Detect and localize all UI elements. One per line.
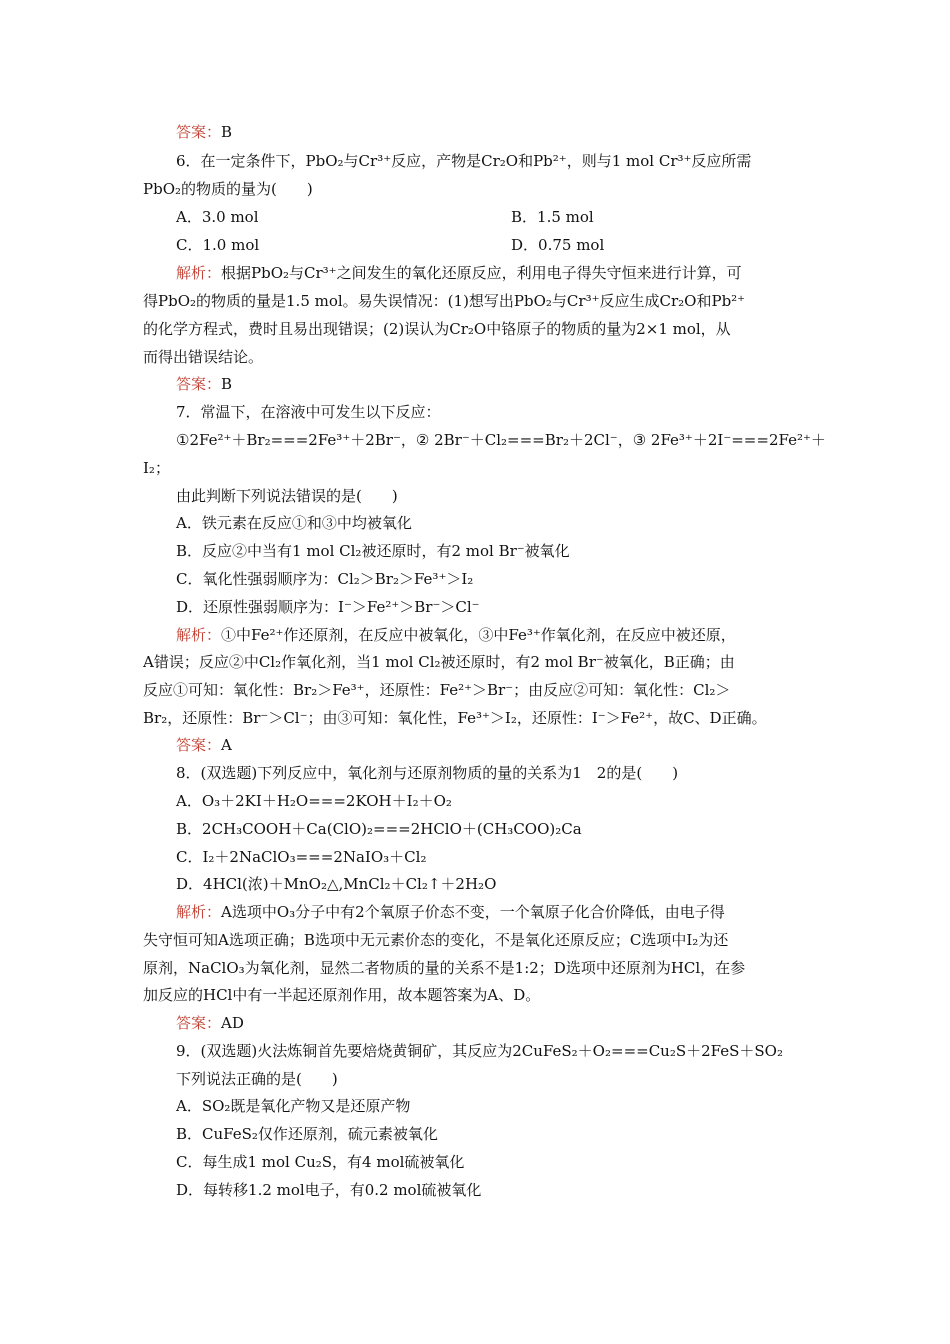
question-8-option-d: D．4HCl(浓)＋MnO₂△,MnCl₂＋Cl₂↑＋2H₂O [176, 875, 497, 893]
answer-label: 答案： [176, 1014, 222, 1032]
question-8-analysis-cont: 失守恒可知A选项正确；B选项中无元素价态的变化，不是氧化还原反应；C选项中I₂为还 [143, 931, 729, 949]
question-8-stem: 8．(双选题)下列反应中，氧化剂与还原剂物质的量的关系为1 2的是( ) [176, 764, 679, 782]
question-6-option-d: D．0.75 mol [511, 236, 605, 254]
question-8-analysis-cont: 原剂，NaClO₃为氧化剂，显然二者物质的量的关系不是1:2；D选项中还原剂为HCl，在参 [143, 959, 746, 977]
question-8-option-b: B．2CH₃COOH＋Ca(ClO)₂===2HClO＋(CH₃COO)₂Ca [176, 820, 582, 838]
analysis-label: 解析： [176, 626, 222, 644]
question-9-option-a: A．SO₂既是氧化产物又是还原产物 [176, 1097, 411, 1115]
question-6-analysis-cont: 而得出错误结论。 [143, 348, 264, 366]
question-9-option-c: C．每生成1 mol Cu₂S，有4 mol硫被氧化 [176, 1153, 465, 1171]
question-6-stem: 6．在一定条件下，PbO₂与Cr³⁺反应，产物是Cr₂O和Pb²⁺，则与1 mol Cr³⁺反应所需 [176, 152, 752, 170]
answer-line [176, 1013, 244, 1033]
question-6-option-a: A．3.0 mol [176, 208, 259, 226]
answer-label: 答案： [176, 123, 222, 141]
question-7-prompt: 由此判断下列说法错误的是( ) [176, 487, 398, 505]
answer-line [176, 735, 232, 755]
question-7-option-d: D．还原性强弱顺序为：I⁻＞Fe²⁺＞Br⁻＞Cl⁻ [176, 598, 480, 616]
question-7-stem: 7．常温下，在溶液中可发生以下反应： [176, 403, 441, 421]
question-7-reactions: ①2Fe²⁺＋Br₂===2Fe³⁺＋2Br⁻，② 2Br⁻＋Cl₂===Br₂＋2Cl⁻，③ 2Fe³⁺＋2I⁻===2Fe²⁺＋ [176, 431, 826, 449]
question-8-option-c: C．I₂＋2NaClO₃===2NaIO₃＋Cl₂ [176, 848, 427, 866]
question-7-option-a: A．铁元素在反应①和③中均被氧化 [176, 514, 412, 532]
question-6-analysis [176, 263, 742, 283]
question-7-option-c: C．氧化性强弱顺序为：Cl₂＞Br₂＞Fe³⁺＞I₂ [176, 570, 474, 588]
question-6-option-c: C．1.0 mol [176, 236, 260, 254]
analysis-text: 根据PbO₂与Cr³⁺之间发生的氧化还原反应，利用电子得失守恒来进行计算，可 [221, 264, 742, 282]
analysis-label: 解析： [176, 264, 222, 282]
question-7-analysis-cont: Br₂，还原性：Br⁻＞Cl⁻；由③可知：氧化性，Fe³⁺＞I₂，还原性：I⁻＞Fe²⁺，故C、D正确。 [143, 709, 767, 727]
question-6-analysis-cont: 的化学方程式，费时且易出现错误；(2)误认为Cr₂O中铬原子的物质的量为2×1 mol，从 [143, 320, 731, 338]
question-8-analysis [176, 902, 725, 922]
question-8-analysis-cont: 加反应的HCl中有一半起还原剂作用，故本题答案为A、D。 [143, 986, 541, 1004]
analysis-text: ①中Fe²⁺作还原剂，在反应中被氧化，③中Fe³⁺作氧化剂，在反应中被还原， [221, 626, 736, 644]
answer-label: 答案： [176, 375, 222, 393]
question-7-option-b: B．反应②中当有1 mol Cl₂被还原时，有2 mol Br⁻被氧化 [176, 542, 570, 560]
question-9-prompt: 下列说法正确的是( ) [176, 1070, 338, 1088]
question-7-analysis-cont: 反应①可知：氧化性：Br₂＞Fe³⁺，还原性：Fe²⁺＞Br⁻；由反应②可知：氧化性：Cl₂＞ [143, 681, 731, 699]
question-7-reactions-cont: I₂； [143, 459, 170, 477]
question-9-option-b: B．CuFeS₂仅作还原剂，硫元素被氧化 [176, 1125, 438, 1143]
question-7-analysis [176, 625, 736, 645]
question-9-stem: 9．(双选题)火法炼铜首先要焙烧黄铜矿，其反应为2CuFeS₂＋O₂===Cu₂S＋2FeS＋SO₂ [176, 1042, 783, 1060]
question-9-option-d: D．每转移1.2 mol电子，有0.2 mol硫被氧化 [176, 1181, 482, 1199]
question-6-analysis-cont: 得PbO₂的物质的量是1.5 mol。易失误情况：(1)想写出PbO₂与Cr³⁺反应生成Cr₂O和Pb²⁺ [143, 292, 746, 310]
answer-label: 答案： [176, 736, 222, 754]
answer-value: AD [221, 1014, 244, 1032]
answer-value: B [221, 375, 233, 393]
answer-line [176, 374, 232, 394]
analysis-label: 解析： [176, 903, 222, 921]
answer-value: A [221, 736, 232, 754]
answer-line [176, 122, 232, 142]
question-7-analysis-cont: A错误；反应②中Cl₂作氧化剂，当1 mol Cl₂被还原时，有2 mol Br⁻被氧化，B正确；由 [143, 653, 735, 671]
question-6-stem-cont: PbO₂的物质的量为( ) [143, 180, 313, 198]
question-8-option-a: A．O₃＋2KI＋H₂O===2KOH＋I₂＋O₂ [176, 792, 452, 810]
answer-value: B [221, 123, 233, 141]
question-6-option-b: B．1.5 mol [511, 208, 594, 226]
analysis-text: A选项中O₃分子中有2个氧原子价态不变，一个氧原子化合价降低，由电子得 [221, 903, 725, 921]
